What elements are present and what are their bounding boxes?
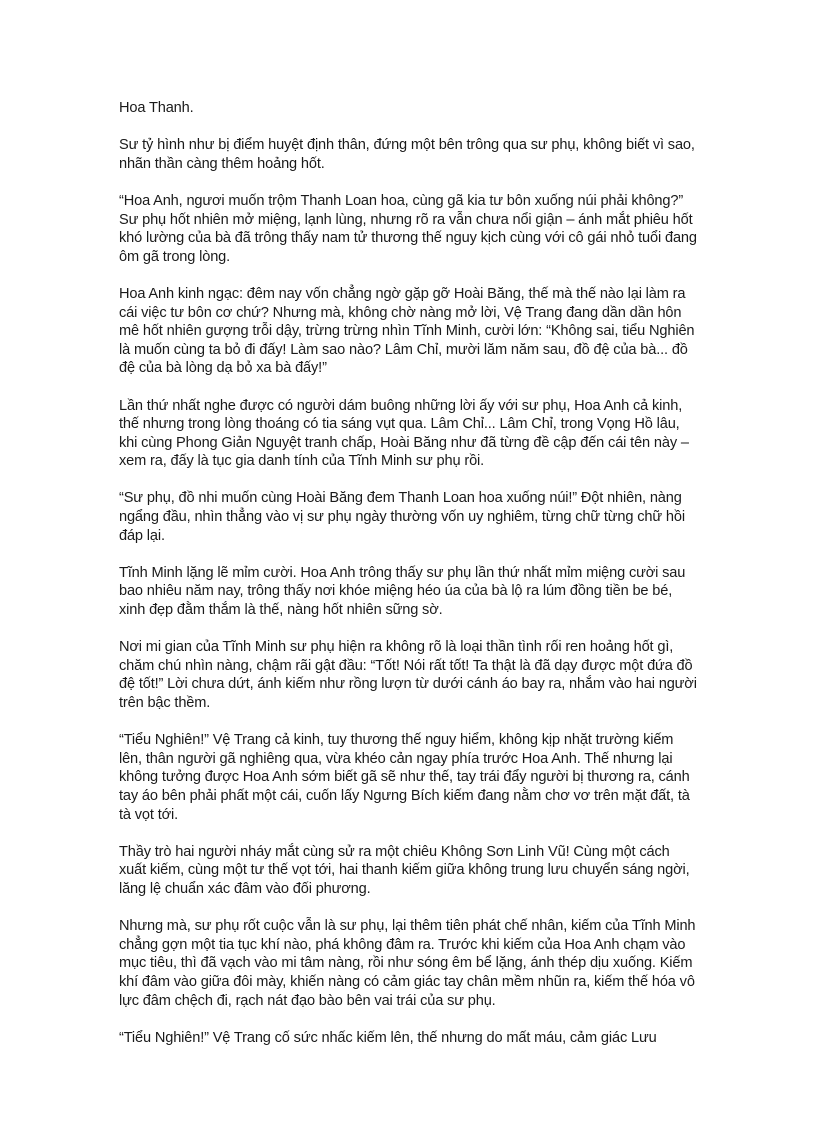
paragraph: Hoa Anh kinh ngạc: đêm nay vốn chẳng ngờ gặp gỡ Hoài Băng, thế mà thế nào lại làm ra cái việc tư bôn cơ chứ? Nhưng mà, không chờ nàng mở lời, Vệ Trang đang dần dần hôn mê hốt nhiên gượng trỗi dậy, trừng trừng nhìn Tĩnh Minh, cười lớn: “Không sai, tiểu Nghiên là muốn cùng ta bỏ đi đấy! Làm sao nào? Lâm Chỉ, mười lăm năm sau, đồ đệ của bà... đồ đệ của bà lòng dạ bỏ xa bà đấy!” bbox=[119, 285, 695, 377]
paragraph: Lần thứ nhất nghe được có người dám buông những lời ấy với sư phụ, Hoa Anh cả kinh, thế nhưng trong lòng thoáng có tia sáng vụt qua. Lâm Chỉ... Lâm Chỉ, trong Vọng Hồ lâu, khi cùng Phong Giản Nguyệt tranh chấp, Hoài Băng như đã từng đề cập đến cái tên này – xem ra, đấy là tục gia danh tính của Tĩnh Minh sư phụ rồi. bbox=[119, 397, 689, 470]
paragraph: Tĩnh Minh lặng lẽ mỉm cười. Hoa Anh trông thấy sư phụ lần thứ nhất mỉm miệng cười sau bao nhiêu năm nay, trông thấy nơi khóe miệng héo úa của bà lộ ra lúm đồng tiền be bé, xinh đẹp đằm thắm là thế, nàng hốt nhiên sững sờ. bbox=[119, 564, 686, 619]
paragraph: Nơi mi gian của Tĩnh Minh sư phụ hiện ra không rõ là loại thần tình rối ren hoảng hốt gì, chăm chú nhìn nàng, chậm rãi gật đầu: “Tốt! Nói rất tốt! Ta thật là đã dạy được một đứa đồ đệ tốt!” Lời chưa dứt, ánh kiếm như rồng lượn từ dưới cánh áo bay ra, nhắm vào hai người trên bậc thềm. bbox=[119, 639, 697, 711]
paragraph: Thầy trò hai người nháy mắt cùng sử ra một chiêu Không Sơn Linh Vũ! Cùng một cách xuất kiếm, cùng một tư thế vọt tới, hai thanh kiếm giữa không trung lưu chuyển sáng ngời, lăng lệ chuẩn xác đâm vào đối phương. bbox=[119, 843, 690, 897]
paragraph: Nhưng mà, sư phụ rốt cuộc vẫn là sư phụ, lại thêm tiên phát chế nhân, kiếm của Tĩnh Minh chẳng gợn một tia tục khí nào, phá không đâm ra. Trước khi kiếm của Hoa Anh chạm vào mục tiêu, thì đã vạch vào mi tâm nàng, rồi như sóng êm bể lặng, ánh thép dịu xuống. Kiếm khí đâm vào giữa đôi mày, khiến nàng có cảm giác tay chân mềm nhũn ra, kiếm thế hóa vô lực đâm chệch đi, rạch nát đạo bào bên vai trái của sư phụ. bbox=[119, 918, 696, 1009]
paragraph: “Sư phụ, đồ nhi muốn cùng Hoài Băng đem Thanh Loan hoa xuống núi!” Đột nhiên, nàng ngẩng đầu, nhìn thẳng vào vị sư phụ ngày thường vốn uy nghiêm, từng chữ từng chữ hồi đáp lại. bbox=[119, 490, 685, 544]
paragraph: “Hoa Anh, ngươi muốn trộm Thanh Loan hoa, cùng gã kia tư bôn xuống núi phải không?” Sư phụ hốt nhiên mở miệng, lạnh lùng, nhưng rõ ra vẫn chưa nổi giận – ánh mắt phiêu hốt khó lường của bà đã trông thấy nam tử thương thế nguy kịch cùng với cô gái nhỏ tuổi đang ôm gã trong lòng. bbox=[119, 192, 697, 265]
paragraph: “Tiểu Nghiên!” Vệ Trang cả kinh, tuy thương thế nguy hiểm, không kịp nhặt trường kiếm lên, thân người gã nghiêng qua, vừa khéo cản ngay phía trước Hoa Anh. Thế nhưng lại không tưởng được Hoa Anh sớm biết gã sẽ như thế, tay trái đẩy người bị thương ra, cánh tay áo bên phải phất một cái, cuốn lấy Ngưng Bích kiếm đang nằm chơ vơ trên mặt đất, tà tà vọt tới. bbox=[119, 732, 690, 823]
document-body bbox=[119, 99, 699, 1066]
paragraph: Sư tỷ hình như bị điểm huyệt định thân, đứng một bên trông qua sư phụ, không biết vì sao, nhãn thần càng thêm hoảng hốt. bbox=[119, 137, 695, 172]
paragraph: Hoa Thanh. bbox=[119, 100, 194, 116]
paragraph: “Tiểu Nghiên!” Vệ Trang cố sức nhấc kiếm lên, thế nhưng do mất máu, cảm giác Lưu bbox=[119, 1029, 657, 1046]
